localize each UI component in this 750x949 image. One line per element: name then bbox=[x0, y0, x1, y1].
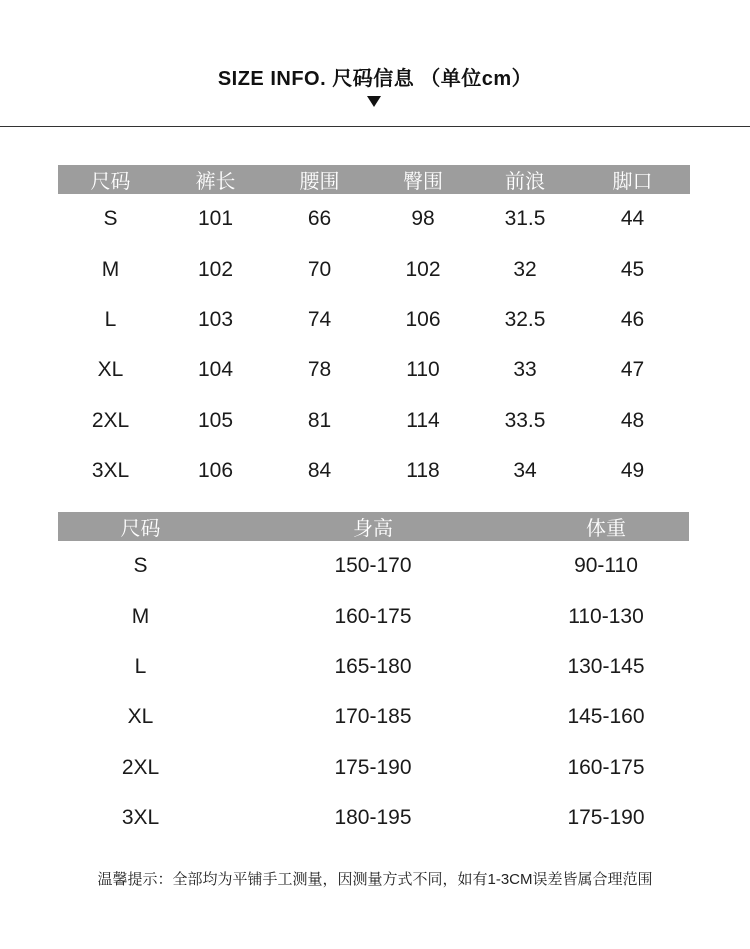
column-header: 裤长 bbox=[163, 165, 268, 194]
table-cell: 106 bbox=[405, 307, 441, 331]
table-cell: 78 bbox=[307, 358, 332, 382]
table-cell: 175-190 bbox=[334, 755, 412, 779]
table-cell: 81 bbox=[307, 408, 332, 432]
table-cell: 101 bbox=[197, 207, 234, 231]
table-row bbox=[58, 194, 690, 244]
table-cell: 104 bbox=[197, 358, 234, 382]
table-cell: 49 bbox=[620, 459, 645, 483]
table-cell: 145-160 bbox=[567, 705, 645, 729]
column-header: 腰围 bbox=[268, 165, 371, 194]
table-cell: L bbox=[134, 654, 147, 678]
table-cell: 102 bbox=[405, 257, 441, 281]
table-cell: XL bbox=[97, 358, 124, 382]
table-row bbox=[58, 446, 690, 496]
table-cell: 110-130 bbox=[568, 604, 644, 628]
table-row bbox=[58, 244, 690, 294]
table-cell: 160-175 bbox=[334, 604, 412, 628]
table-cell: 102 bbox=[197, 257, 234, 281]
table-cell: 175-190 bbox=[567, 806, 645, 830]
table-cell: 150-170 bbox=[334, 554, 412, 578]
table-row bbox=[58, 692, 689, 742]
table-cell: 84 bbox=[307, 459, 332, 483]
table-row bbox=[58, 541, 689, 591]
table-row bbox=[58, 743, 689, 793]
table-row bbox=[58, 396, 690, 446]
table-row bbox=[58, 793, 689, 843]
column-header: 前浪 bbox=[475, 165, 575, 194]
table-header-row bbox=[58, 512, 689, 541]
table-cell: 130-145 bbox=[567, 654, 645, 678]
table-cell: 110 bbox=[406, 358, 440, 382]
table-cell: 66 bbox=[307, 207, 332, 231]
table-cell: 44 bbox=[620, 207, 645, 231]
table-row bbox=[58, 591, 689, 641]
table-cell: 32 bbox=[513, 257, 537, 281]
table-cell: 165-180 bbox=[334, 654, 412, 678]
table-cell: 32.5 bbox=[504, 307, 546, 331]
table-cell: 3XL bbox=[91, 459, 130, 483]
table-cell: 103 bbox=[197, 307, 234, 331]
column-header: 臀围 bbox=[371, 165, 475, 194]
table-cell: 2XL bbox=[91, 408, 130, 432]
table-cell: 3XL bbox=[121, 806, 160, 830]
table-cell: 180-195 bbox=[334, 806, 412, 830]
column-header: 尺码 bbox=[58, 165, 163, 194]
table-cell: 2XL bbox=[121, 755, 160, 779]
table-cell: S bbox=[133, 554, 148, 578]
column-header: 脚口 bbox=[575, 165, 690, 194]
table-cell: 170-185 bbox=[334, 705, 412, 729]
column-header: 尺码 bbox=[58, 512, 223, 541]
table-cell: 160-175 bbox=[567, 755, 645, 779]
table-row bbox=[58, 345, 690, 395]
table-cell: 31.5 bbox=[504, 207, 546, 231]
table-cell: 45 bbox=[620, 257, 645, 281]
table-cell: M bbox=[101, 257, 120, 281]
divider bbox=[0, 126, 750, 127]
table-cell: 105 bbox=[197, 408, 234, 432]
measurement-note: 温馨提示：全部均为平铺手工测量，因测量方式不同，如有1-3CM误差皆属合理范围 bbox=[97, 871, 653, 888]
table-cell: 48 bbox=[620, 408, 645, 432]
table-cell: 70 bbox=[307, 257, 332, 281]
down-arrow-icon bbox=[367, 96, 381, 107]
size-measurement-table bbox=[58, 165, 690, 496]
table-cell: 114 bbox=[406, 408, 440, 432]
table-cell: XL bbox=[127, 705, 154, 729]
table-cell: 34 bbox=[513, 459, 537, 483]
page-title: SIZE INFO. 尺码信息 （单位cm） bbox=[217, 68, 533, 90]
table-cell: 90-110 bbox=[574, 554, 638, 578]
table-cell: 118 bbox=[406, 459, 440, 483]
table-cell: L bbox=[104, 307, 117, 331]
height-weight-table bbox=[58, 512, 689, 843]
column-header: 身高 bbox=[223, 512, 523, 541]
table-cell: 33 bbox=[513, 358, 537, 382]
column-header: 体重 bbox=[523, 512, 689, 541]
table-cell: 74 bbox=[307, 307, 332, 331]
table-cell: 98 bbox=[411, 207, 435, 231]
table-cell: 106 bbox=[197, 459, 234, 483]
table-row bbox=[58, 295, 690, 345]
table-cell: 47 bbox=[620, 358, 645, 382]
table-header-row bbox=[58, 165, 690, 194]
table-cell: 33.5 bbox=[504, 408, 546, 432]
table-cell: M bbox=[131, 604, 150, 628]
table-row bbox=[58, 642, 689, 692]
table-cell: 46 bbox=[620, 307, 645, 331]
table-cell: S bbox=[103, 207, 118, 231]
